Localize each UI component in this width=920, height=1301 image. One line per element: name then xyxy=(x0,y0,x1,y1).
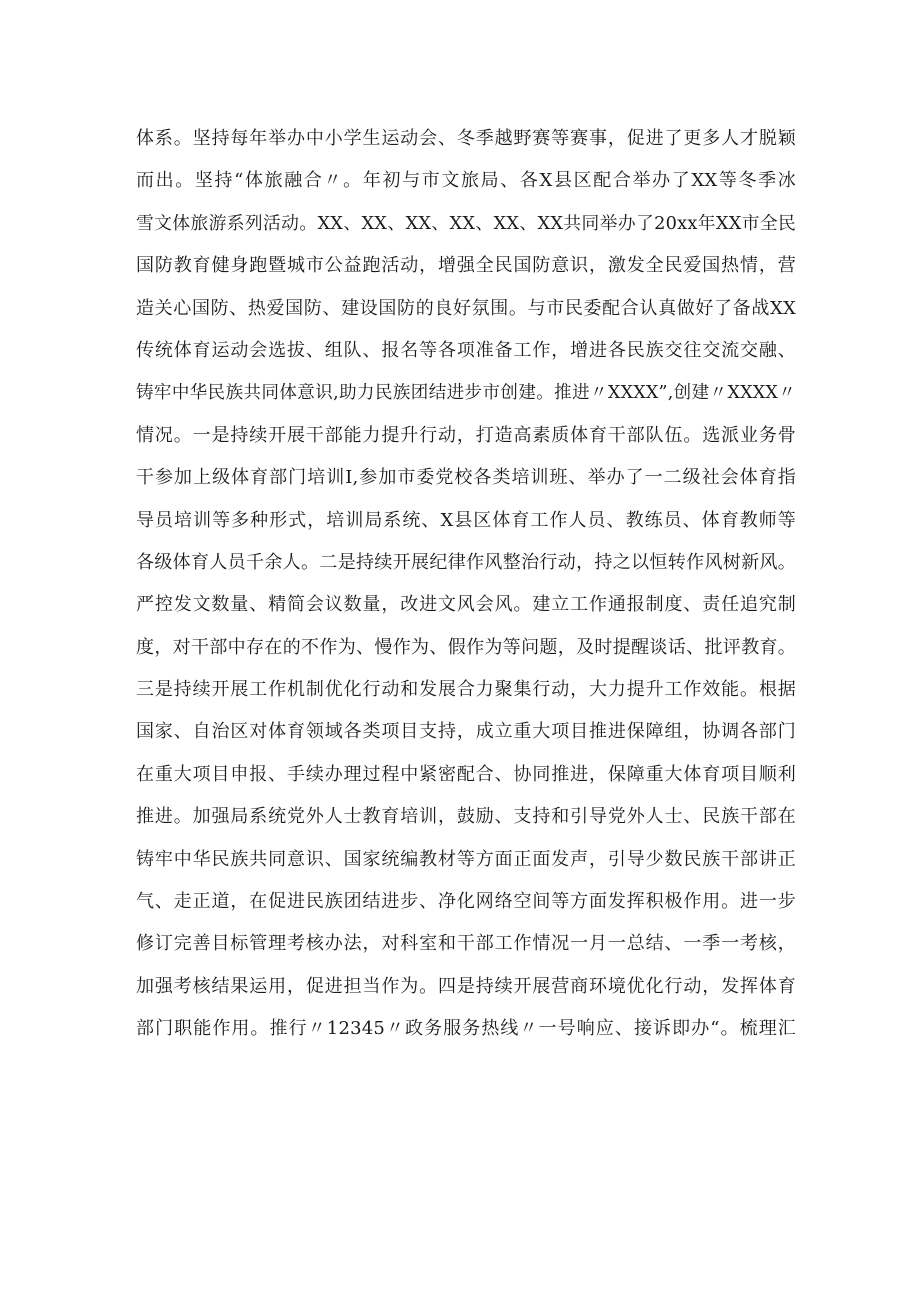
text-line: 而出。坚持“体旅融合〃。年初与市文旅局、各X县区配合举办了XX等冬季冰 xyxy=(136,170,796,192)
text-line: 严控发文数量、精简会议数量，改进文风会风。建立工作通报制度、责任追究制 xyxy=(136,594,796,616)
text-line: 度，对干部中存在的不作为、慢作为、假作为等问题，及时提醒谈话、批评教育。 xyxy=(136,636,796,658)
text-line: 部门职能作用。推行〃12345〃政务服务热线〃一号响应、接诉即办“。梳理汇 xyxy=(136,1018,796,1040)
text-line: 国防教育健身跑暨城市公益跑活动，增强全民国防意识，激发全民爱国热情，营 xyxy=(136,255,796,277)
text-line: 造关心国防、热爱国防、建设国防的良好氛围。与市民委配合认真做好了备战XX xyxy=(136,297,796,319)
text-line: 气、走正道，在促进民族团结进步、净化网络空间等方面发挥积极作用。进一步 xyxy=(136,891,796,913)
text-line: 加强考核结果运用，促进担当作为。四是持续开展营商环境优化行动，发挥体育 xyxy=(136,975,796,997)
body-text xyxy=(136,118,796,1051)
text-line: 国家、自治区对体育领域各类项目支持，成立重大项目推进保障组，协调各部门 xyxy=(136,721,796,743)
text-line: 情况。一是持续开展干部能力提升行动，打造高素质体育干部队伍。选派业务骨 xyxy=(136,424,796,446)
text-line: 雪文体旅游系列活动。XX、XX、XX、XX、XX、XX共同举办了20xx年XX市全民 xyxy=(136,213,796,234)
text-line: 在重大项目申报、手续办理过程中紧密配合、协同推进，保障重大体育项目顺利 xyxy=(136,763,796,785)
text-line: 传统体育运动会选拔、组队、报名等各项准备工作，增进各民族交往交流交融、 xyxy=(136,339,796,361)
text-line: 三是持续开展工作机制优化行动和发展合力聚集行动，大力提升工作效能。根据 xyxy=(136,679,796,701)
text-line: 导员培训等多种形式，培训局系统、X县区体育工作人员、教练员、体育教师等 xyxy=(136,509,796,531)
text-line: 修订完善目标管理考核办法，对科室和干部工作情况一月一总结、一季一考核， xyxy=(136,933,796,955)
text-line: 铸牢中华民族共同意识、国家统编教材等方面正面发声，引导少数民族干部讲正 xyxy=(136,848,796,870)
text-line: 干参加上级体育部门培训I,参加市委党校各类培训班、举办了一二级社会体育指 xyxy=(136,467,796,489)
text-line: 推进。加强局系统党外人士教育培训，鼓励、支持和引导党外人士、民族干部在 xyxy=(136,806,796,828)
text-line: 各级体育人员千余人。二是持续开展纪律作风整治行动，持之以恒转作风树新风。 xyxy=(136,551,796,573)
text-line: 体系。坚持每年举办中小学生运动会、冬季越野赛等赛事，促进了更多人才脱颖 xyxy=(136,128,796,149)
text-line: 铸牢中华民族共同体意识,助力民族团结进步市创建。推进〃XXXX”,创建〃XXXX〃 xyxy=(136,383,796,404)
